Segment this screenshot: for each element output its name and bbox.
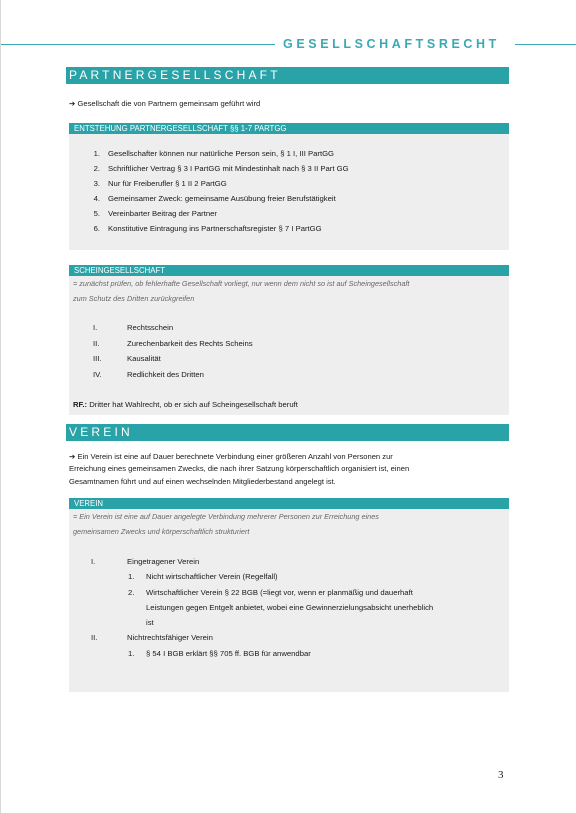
verein-definition-line-1: = Ein Verein ist eine auf Dauer angelegte Verbindung mehrerer Personen zur Erreichung eines xyxy=(73,512,379,521)
scheingesellschaft-definition-line-2: zum Schutz des Dritten zurückgreifen xyxy=(73,294,195,303)
rf-label: RF.: xyxy=(73,400,88,409)
document-page: GESELLSCHAFTSRECHT PARTNERGESELLSCHAFT ➔ Gesellschaft die von Partnern gemeinsam geführt wird ENTSTEHUNG PARTNERGESELLSCHAFT §§ 1-7 PARTGG 1. Gesellschafter können nur natürliche Person sein, § 1 I, III PartGG 2. Schriftlicher Vertrag § 3 I PartGG mit Mindestinhalt nach § 3 II Part GG 3. Nur für Freiberufler § 1 II 2 PartGG 4. Gemeinsamer Zweck: gemeinsame Ausübung freier Berufstätigkeit 5. Vereinbarter Beitrag der Partner 6. Konstitutive Eintragung ins Partnerschaftsregister § 7 I PartGG SCHEINGESELLSCHAFT = zunächst prüfen, ob fehlerhafte Gesellschaft vorliegt, nur wenn dem nicht so ist auf Scheingesellschaft zum Schutz des Dritten zurückgreifen I. Rechtsschein II. Zurechenbarkeit des Rechts Scheins III. Kausalität IV. Redlichkeit des Dritten RF.: Dritter hat Wahlrecht, ob er sich auf Scheingesellschaft beruft VEREIN ➔ Ein Verein ist eine auf Dauer berechnete Verbindung einer größeren Anzahl von Personen zur Erreichung eines gemeinsamen Zwecks, die nach ihrer Satzung körperschaftlich organisiert ist, einen Gesamtnamen führt und auf einen wechselnden Mitgliederbestand angelegt ist. VEREIN = Ein Verein ist eine auf Dauer angelegte Verbindung mehrerer Personen zur Erreichung eines gemeinsamen Zwecks und körperschaftlich strukturiert I. Eingetragener Verein 1. Nicht wirtschaftlicher Verein (Regelfall) 2. Wirtschaftlicher Verein § 22 BGB (=liegt vor, wenn er planmäßig und dauerhaft Leistungen gegen Entgelt anbietet, wobei eine Gewinnerzielungsabsicht unerheblich ist II. Nichtrechtsfähiger Verein 1. § 54 I BGB erklärt §§ 705 ff. BGB für anwendbar 3 xyxy=(0,0,576,813)
section-heading-partnergesellschaft: PARTNERGESELLSCHAFT xyxy=(66,67,509,84)
header-title: GESELLSCHAFTSRECHT xyxy=(283,37,500,51)
verein-intro-line-1: ➔ Ein Verein ist eine auf Dauer berechnete Verbindung einer größeren Anzahl von Personen zur xyxy=(69,452,393,461)
partner-intro: ➔ Gesellschaft die von Partnern gemeinsam geführt wird xyxy=(69,99,261,108)
section-heading-verein: VEREIN xyxy=(66,424,509,441)
scheingesellschaft-definition-line-1: = zunächst prüfen, ob fehlerhafte Gesellschaft vorliegt, nur wenn dem nicht so ist auf Scheingesellschaft xyxy=(73,279,410,288)
verein-definition-line-2: gemeinsamen Zwecks und körperschaftlich strukturiert xyxy=(73,527,250,536)
verein-box-title: VEREIN xyxy=(69,498,509,509)
header-rule-left xyxy=(1,44,275,45)
scheingesellschaft-title: SCHEINGESELLSCHAFT xyxy=(69,265,509,276)
verein-intro-line-3: Gesamtnamen führt und auf einen wechselnden Mitgliederbestand angelegt ist. xyxy=(69,477,336,486)
verein-intro-line-2: Erreichung eines gemeinsamen Zwecks, die nach ihrer Satzung körperschaftlich organisiert ist, einen xyxy=(69,464,410,473)
page-number: 3 xyxy=(498,769,504,781)
scheingesellschaft-rf-note xyxy=(73,400,298,409)
rf-text: Dritter hat Wahlrecht, ob er sich auf Scheingesellschaft beruft xyxy=(87,400,298,409)
header-rule-right xyxy=(515,44,576,45)
entstehung-title: ENTSTEHUNG PARTNERGESELLSCHAFT §§ 1-7 PARTGG xyxy=(69,123,509,134)
